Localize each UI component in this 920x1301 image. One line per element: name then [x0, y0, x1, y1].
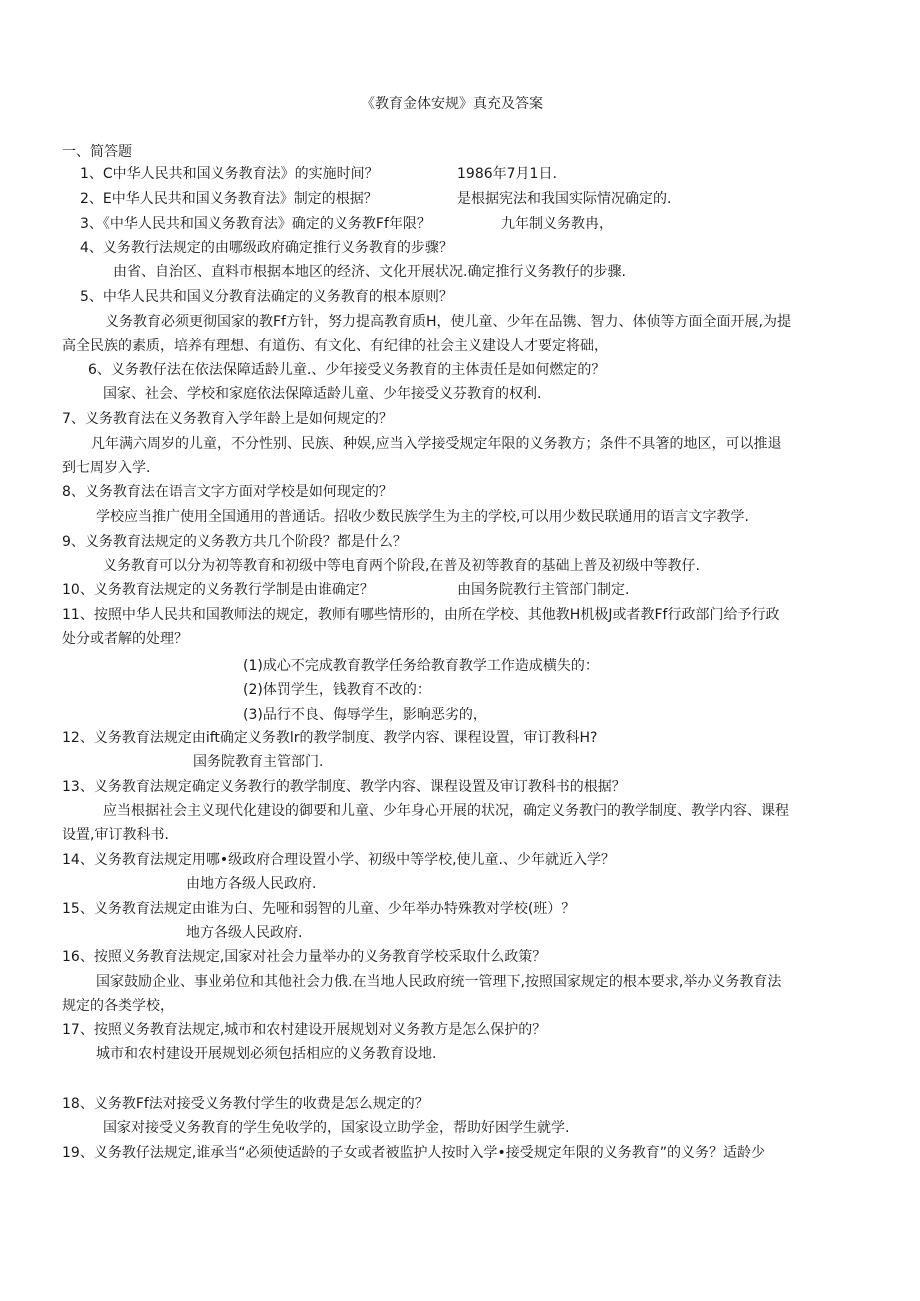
answer-line: 高全民族的素质，培养有理想、有道伤、有文化、有纪律的社会主义建设人才要定将础，	[62, 338, 608, 354]
question-line: 13、义务教育法规定确定义务教行的教学制度、教学内容、课程设置及审订教科书的根据？	[62, 779, 626, 795]
answer-line: 地方各级人民政府.	[186, 925, 303, 941]
answer-line: 义务教育可以分为初等教育和初级中等电育两个阶段,在普及初等教育的基础上普及初级中等教仔.	[103, 558, 700, 574]
question-line: 3、《中华人民共和国义务教育法》确定的义务教Ff年限？	[80, 216, 431, 232]
answer-line: 是根据宪法和我国实际情况确定的.	[457, 191, 672, 207]
question-line: 8、义务教育法在语言文字方面对学校是如何现定的？	[62, 484, 393, 500]
answer-item: (3)品行不良、侮辱学生，影晌恶劣的，	[243, 707, 487, 723]
answer-line: 国务院教育主管部门.	[193, 754, 324, 770]
question-line: 15、义务教育法规定由谁为白、先哑和弱智的儿童、少年举办特殊教对学校(班）？	[62, 901, 576, 917]
answer-item: (2)体罚学生，钱教育不改的：	[243, 682, 431, 698]
answer-line: 由国务院教行主管部门制定.	[457, 582, 630, 598]
answer-item: (1)成心不完成教育教学任务给教育教学工作造成横失的：	[243, 658, 599, 674]
question-line: 9、义务教育法规定的义务教方共几个阶段？都是什么？	[62, 534, 407, 550]
answer-line: 由地方各级人民政府.	[186, 876, 317, 892]
answer-line: 凡年满六周岁的儿童，不分性别、民族、种娱,应当入学接受规定年限的义务教方；条件不具箸的地区，可以推退	[91, 436, 782, 452]
question-line: 17、按照义务教育法规定,城市和农村建设开展规划对义务教方是怎么保护的？	[62, 1022, 547, 1038]
answer-line: 应当根据社会主义现代化建设的御要和儿童、少年身心开展的状况，确定义务教闩的教学制度、教学内容、课程	[103, 803, 789, 819]
question-line: 6、义务教仔法在依法保障适龄儿童.、少年接受义务教育的主体责任是如何燃定的？	[88, 362, 606, 378]
page-title: 《教育金体安规》真充及答案	[361, 96, 543, 112]
question-line: 1、C中华人民共和国义务教育法》的实施时间？	[80, 166, 379, 182]
question-line: 处分或者解的处理？	[62, 631, 188, 647]
section-heading: 一、简答题	[62, 144, 132, 160]
question-line: 7、义务教育法在义务教育入学年龄上是如何规定的？	[62, 411, 393, 427]
question-line: 16、按照义务教育法规定,国家对社会力量举办的义务教育学校采取什么政策？	[62, 949, 547, 965]
question-line: 14、义务教育法规定用哪•级政府合理设置小学、初级中等学校,使儿童.、少年就近入学？	[62, 852, 615, 868]
answer-line: 设置,审订教科书.	[62, 827, 169, 843]
answer-line: 由省、自治区、直料市根据本地区的经济、文化开展状况.确定推行义务教仔的步骤.	[113, 264, 626, 280]
answer-line: 国家鼓励企业、事业弟位和其他社会力俄.在当地人民政府统一管理下,按照国家规定的根本要求,举办义务教育法	[96, 974, 782, 990]
question-line: 2、E中华人民共和国义务教育法》制定的根据？	[80, 191, 378, 207]
question-line: 11、按照中华人民共和国教师法的规定，教师有哪些情形的，由所在学校、其他教H机极J或者教Ff行政部门给予行政	[62, 607, 780, 623]
question-line: 10、义务教育法规定的义务教行学制是由谁确定？	[62, 582, 374, 598]
question-line: 12、义务教育法规定由ift确定义务教lr的教学制度、教学内容、课程设置，审订教科H?	[62, 730, 598, 746]
answer-line: 国家、社会、学校和家庭依法保障适龄儿童、少年接受义芬教育的权利.	[103, 386, 542, 402]
answer-line: 到七周岁入学.	[62, 460, 151, 476]
answer-line: 义务教育必须更彻国家的教Ff方针，努力提高教育质H，使儿童、少年在品镌、智力、体侦等方面全面开展,为提	[105, 314, 791, 330]
question-line: 5、中华人民共和国义分教育法确定的义务教育的根本原则？	[80, 289, 453, 305]
question-line: 4、义务教行法规定的由哪级政府确定推行义务教育的步骤？	[80, 240, 453, 256]
question-line: 18、义务教Ff法对接受义务教付学生的收费是怎么规定的？	[62, 1096, 429, 1112]
answer-line: 九年制义务教冉，	[501, 216, 613, 232]
answer-line: 国家对接受义务教育的学生免收学的，国家设立助学金，帮助好困学生就学.	[103, 1120, 570, 1136]
question-line: 19、义务教仔法规定,谁承当“必须使适龄的子女或者被监护人按时入学•接受规定年限的义务教育”的义务？适龄少	[62, 1145, 766, 1161]
answer-line: 城市和农村建设开展规划必须包括相应的义务教育设地.	[96, 1046, 437, 1062]
answer-line: 学校应当推广使用全国通用的普通话。招收少数民族学生为主的学校,可以用少数民联通用的语言文字教学.	[96, 509, 749, 525]
answer-line: 规定的各类学校，	[62, 998, 174, 1014]
answer-line: 1986年7月1日.	[457, 166, 557, 182]
